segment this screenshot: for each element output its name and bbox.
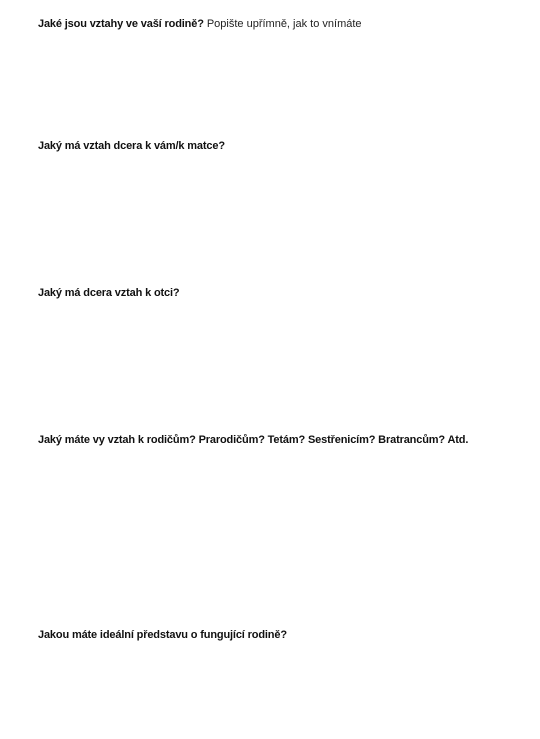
answer-area-ideal-family[interactable] — [38, 647, 520, 731]
question-text: Jakou máte ideální představu o fungující rodině? — [38, 629, 287, 641]
answer-area-family-relationships[interactable] — [38, 36, 520, 132]
question-family-relationships — [38, 17, 520, 31]
question-text: Jaké jsou vztahy ve vaší rodině? — [38, 18, 204, 30]
question-daughter-father — [38, 286, 520, 300]
answer-area-extended-family[interactable] — [38, 452, 520, 620]
question-text: Jaký má dcera vztah k otci? — [38, 287, 180, 299]
question-text: Jaký máte vy vztah k rodičům? Prarodičům? Tetám? Sestřenicím? Bratrancům? Atd. — [38, 434, 469, 446]
question-daughter-mother — [38, 139, 520, 153]
question-ideal-family — [38, 628, 520, 642]
question-text: Jaký má vztah dcera k vám/k matce? — [38, 140, 225, 152]
answer-area-daughter-mother[interactable] — [38, 158, 520, 278]
question-extended-family — [38, 433, 520, 447]
question-hint: Popište upřímně, jak to vnímáte — [203, 18, 362, 30]
answer-area-daughter-father[interactable] — [38, 305, 520, 425]
